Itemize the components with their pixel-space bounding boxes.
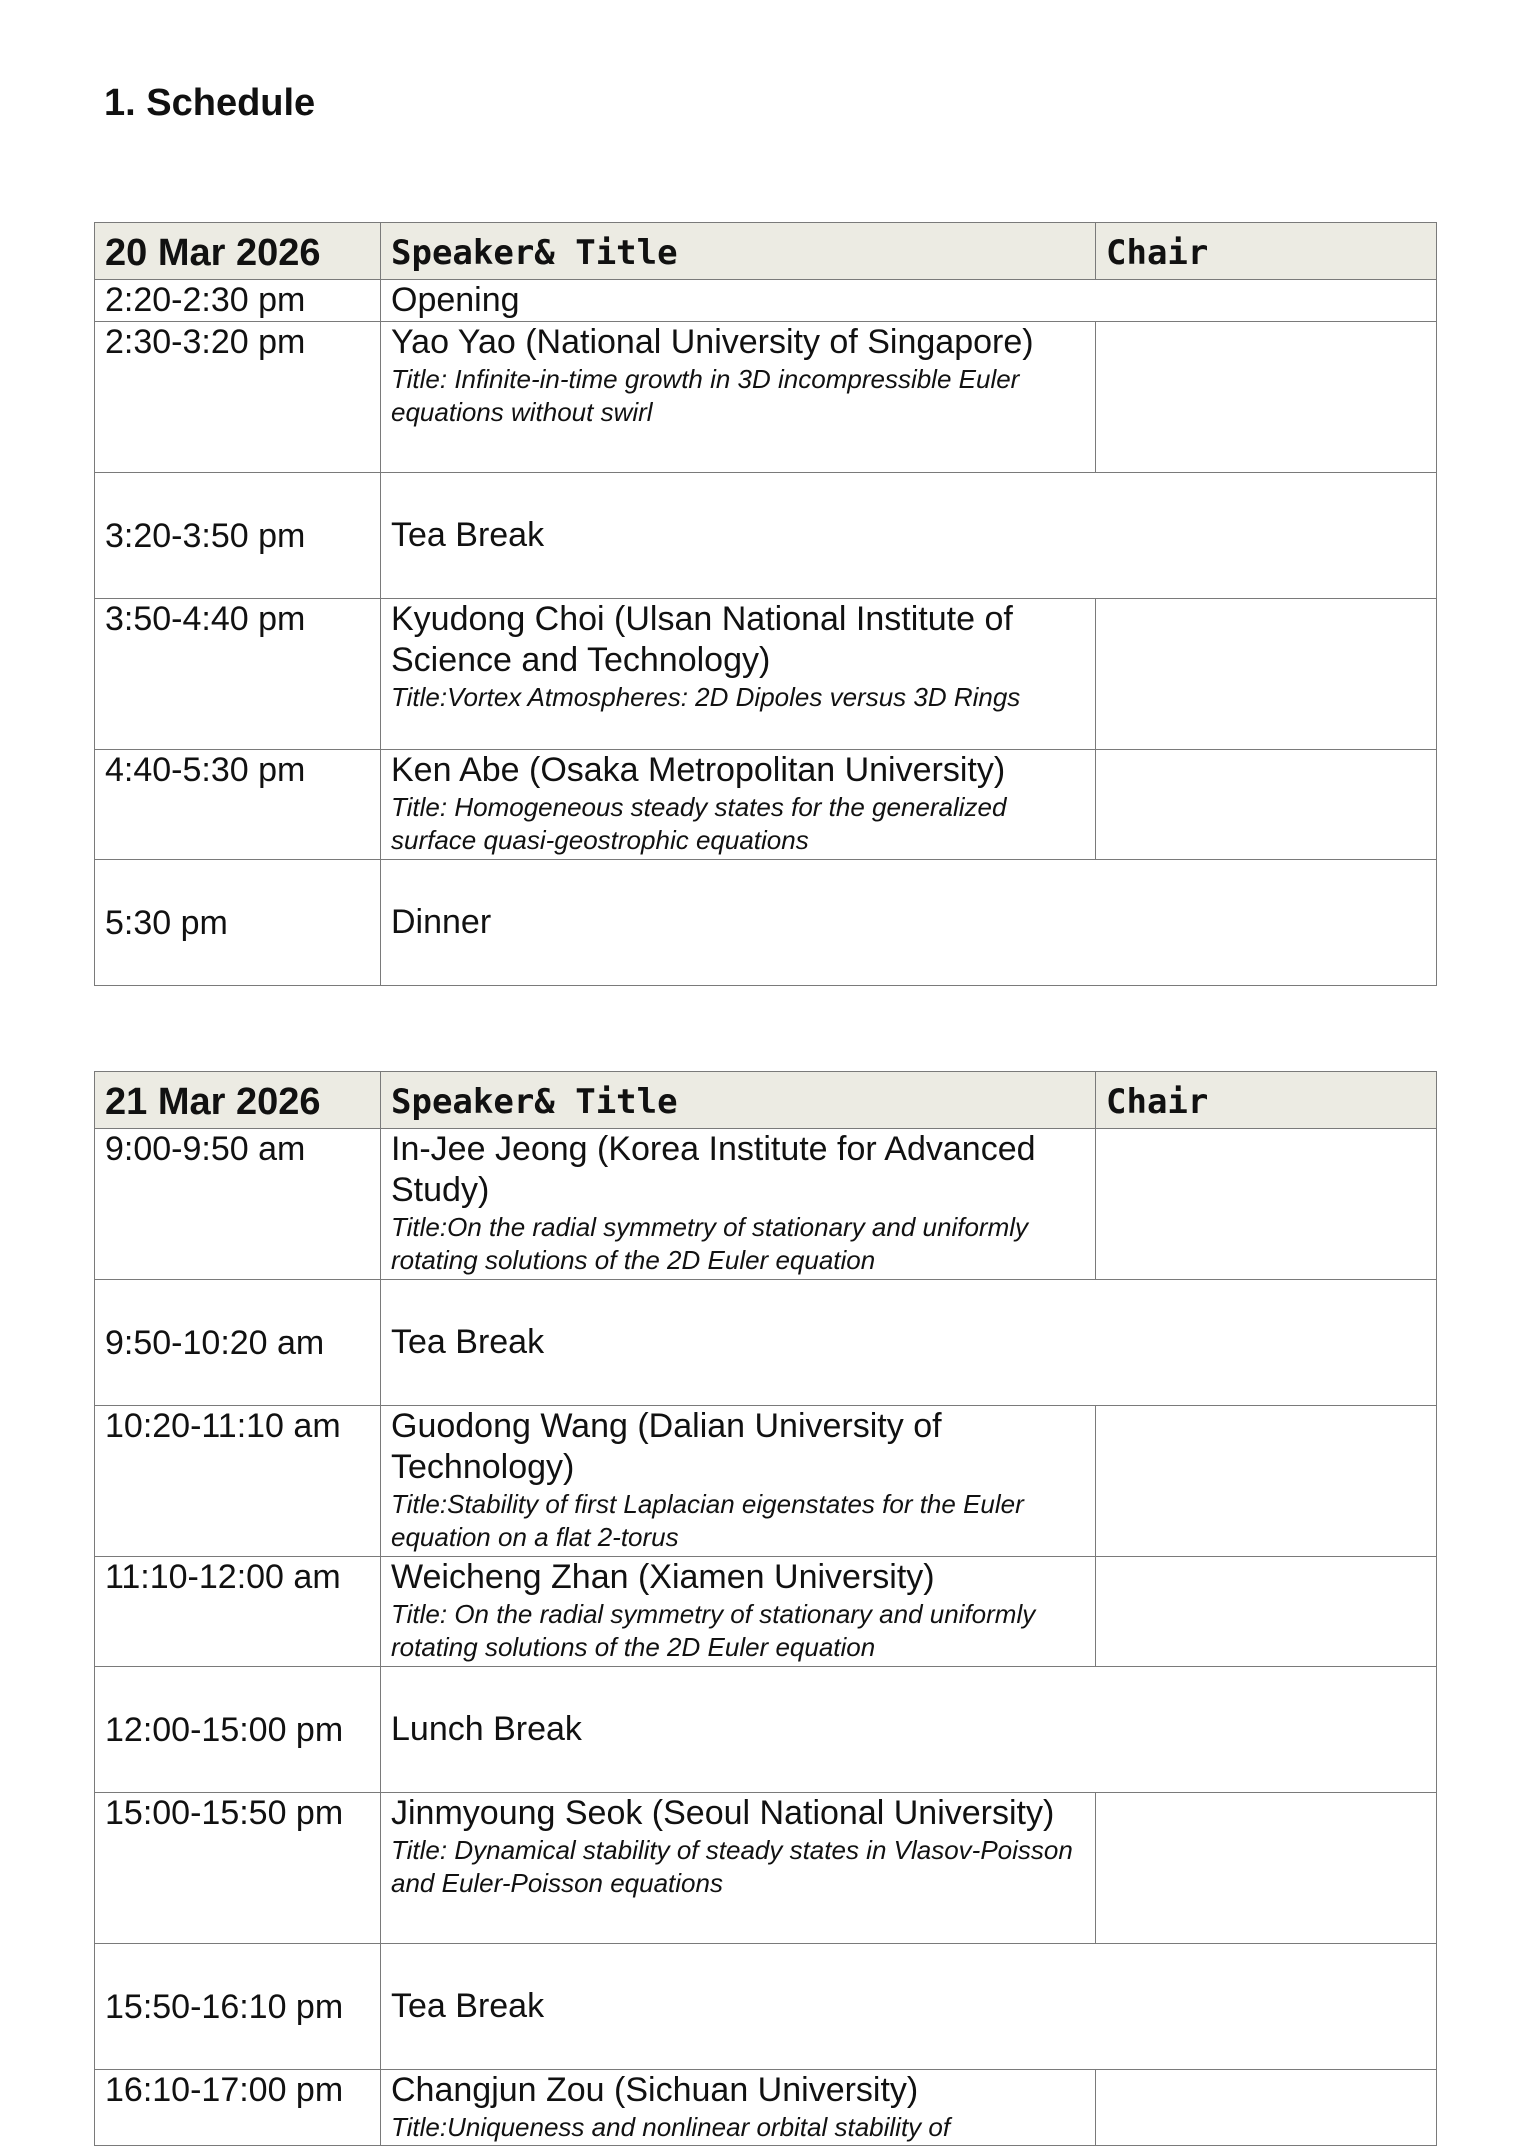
date-header: 21 Mar 2026 bbox=[95, 1072, 381, 1129]
table-row bbox=[95, 1129, 1437, 1280]
talk-title: Title: Dynamical stability of steady states in Vlasov-Poisson and Euler-Poisson equations bbox=[391, 1835, 1073, 1898]
talk-cell bbox=[381, 2070, 1096, 2146]
talk-title: Title: Infinite-in-time growth in 3D incompressible Euler equations without swirl bbox=[391, 364, 1020, 427]
table-row bbox=[95, 1406, 1437, 1557]
event-cell: Tea Break bbox=[381, 1944, 1437, 2070]
time-cell: 15:00-15:50 pm bbox=[95, 1793, 381, 1944]
table-header-row bbox=[95, 1072, 1437, 1129]
event-cell: Lunch Break bbox=[381, 1667, 1437, 1793]
table-row bbox=[95, 1667, 1437, 1793]
chair-cell bbox=[1096, 599, 1437, 750]
talk-cell bbox=[381, 750, 1096, 860]
table-row bbox=[95, 1280, 1437, 1406]
event-cell: Opening bbox=[381, 280, 1437, 322]
time-cell: 12:00-15:00 pm bbox=[95, 1667, 381, 1793]
table-row bbox=[95, 280, 1437, 322]
time-cell: 15:50-16:10 pm bbox=[95, 1944, 381, 2070]
table-row bbox=[95, 473, 1437, 599]
table-row bbox=[95, 1944, 1437, 2070]
talk-title: Title:Stability of first Laplacian eigenstates for the Euler equation on a flat 2-torus bbox=[391, 1489, 1024, 1552]
table-row bbox=[95, 1793, 1437, 1944]
speaker-name: Yao Yao (National University of Singapore) bbox=[391, 323, 1034, 361]
time-cell: 2:30-3:20 pm bbox=[95, 322, 381, 473]
page-title: 1. Schedule bbox=[104, 82, 316, 124]
talk-title: Title: Homogeneous steady states for the generalized surface quasi-geostrophic equations bbox=[391, 792, 1007, 855]
table-row bbox=[95, 599, 1437, 750]
speaker-name: Kyudong Choi (Ulsan National Institute of Science and Technology) bbox=[391, 600, 1013, 679]
talk-title: Title:Uniqueness and nonlinear orbital stability of bbox=[391, 2112, 951, 2142]
time-cell: 3:20-3:50 pm bbox=[95, 473, 381, 599]
talk-cell bbox=[381, 1557, 1096, 1667]
time-cell: 11:10-12:00 am bbox=[95, 1557, 381, 1667]
speaker-name: Weicheng Zhan (Xiamen University) bbox=[391, 1558, 935, 1596]
time-cell: 9:50-10:20 am bbox=[95, 1280, 381, 1406]
speaker-title-header: Speaker& Title bbox=[381, 223, 1096, 280]
chair-header: Chair bbox=[1096, 1072, 1437, 1129]
talk-cell bbox=[381, 1793, 1096, 1944]
event-cell: Dinner bbox=[381, 860, 1437, 986]
schedule-table-day1 bbox=[94, 222, 1437, 986]
chair-cell bbox=[1096, 750, 1437, 860]
time-cell: 2:20-2:30 pm bbox=[95, 280, 381, 322]
chair-cell bbox=[1096, 322, 1437, 473]
speaker-title-header: Speaker& Title bbox=[381, 1072, 1096, 1129]
event-cell: Tea Break bbox=[381, 473, 1437, 599]
table-row bbox=[95, 1557, 1437, 1667]
table-header-row bbox=[95, 223, 1437, 280]
talk-cell bbox=[381, 1406, 1096, 1557]
table-row bbox=[95, 860, 1437, 986]
time-cell: 16:10-17:00 pm bbox=[95, 2070, 381, 2146]
time-cell: 5:30 pm bbox=[95, 860, 381, 986]
chair-header: Chair bbox=[1096, 223, 1437, 280]
speaker-name: Changjun Zou (Sichuan University) bbox=[391, 2071, 919, 2109]
talk-title: Title: On the radial symmetry of stationary and uniformly rotating solutions of the 2D Euler equation bbox=[391, 1599, 1036, 1662]
time-cell: 4:40-5:30 pm bbox=[95, 750, 381, 860]
chair-cell bbox=[1096, 1406, 1437, 1557]
talk-title: Title:On the radial symmetry of stationary and uniformly rotating solutions of the 2D Euler equation bbox=[391, 1212, 1029, 1275]
schedule-table-day2 bbox=[94, 1071, 1437, 2146]
table-row bbox=[95, 322, 1437, 473]
speaker-name: Jinmyoung Seok (Seoul National University) bbox=[391, 1794, 1055, 1832]
date-header: 20 Mar 2026 bbox=[95, 223, 381, 280]
chair-cell bbox=[1096, 1793, 1437, 1944]
talk-cell bbox=[381, 599, 1096, 750]
table-row bbox=[95, 2070, 1437, 2146]
talk-cell bbox=[381, 322, 1096, 473]
chair-cell bbox=[1096, 2070, 1437, 2146]
time-cell: 10:20-11:10 am bbox=[95, 1406, 381, 1557]
chair-cell bbox=[1096, 1129, 1437, 1280]
talk-cell bbox=[381, 1129, 1096, 1280]
speaker-name: In-Jee Jeong (Korea Institute for Advanced Study) bbox=[391, 1130, 1036, 1209]
time-cell: 3:50-4:40 pm bbox=[95, 599, 381, 750]
time-cell: 9:00-9:50 am bbox=[95, 1129, 381, 1280]
speaker-name: Ken Abe (Osaka Metropolitan University) bbox=[391, 751, 1006, 789]
table-row bbox=[95, 750, 1437, 860]
speaker-name: Guodong Wang (Dalian University of Technology) bbox=[391, 1407, 942, 1486]
chair-cell bbox=[1096, 1557, 1437, 1667]
talk-title: Title:Vortex Atmospheres: 2D Dipoles versus 3D Rings bbox=[391, 682, 1021, 712]
event-cell: Tea Break bbox=[381, 1280, 1437, 1406]
